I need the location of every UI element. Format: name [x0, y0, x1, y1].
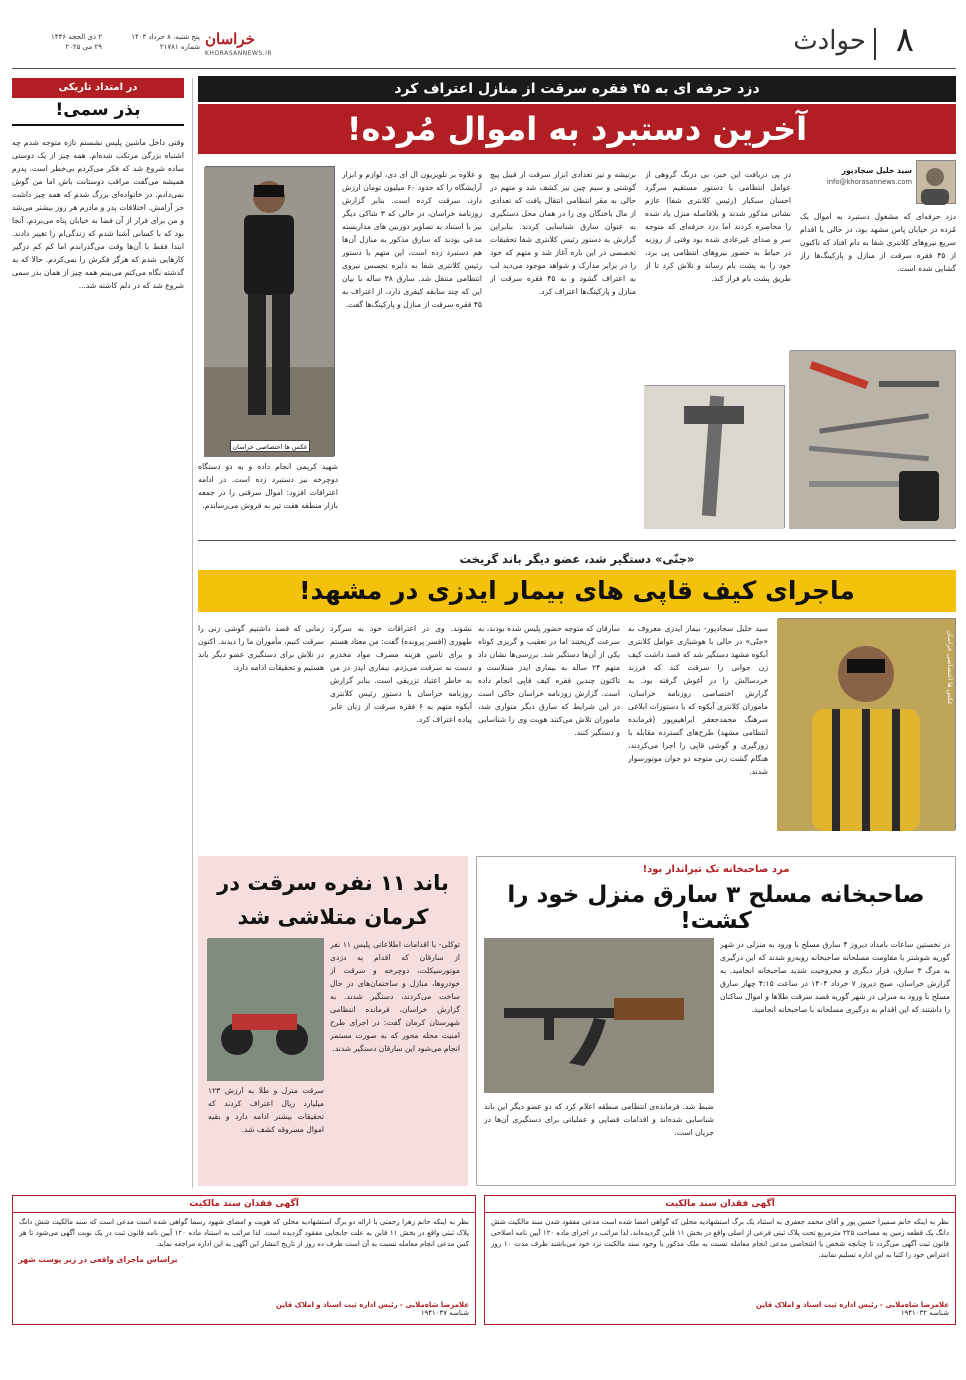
story4-column-2: سرقت منزل و طلا به ارزش ۱۲۳ میلیارد ریال اعتراف کردند که تحقیقات بیشتر ادامه دارد و بقیه اموال مسروقه کشف شد. [208, 1086, 324, 1134]
newspaper-logo-subtitle: KHORASANNEWS.IR [205, 50, 273, 57]
issue-date: پنج شنبه، ۸ خرداد ۱۴۰۴ [131, 33, 200, 41]
hijri-date: ۲ ذی الحجه ۱۴۴۶ [51, 33, 102, 41]
story1-column-5: شهید کریمی انجام داده و به دو دستگاه دوچرخه نیز دستبرد زده است. در ادامه اعترافات افزود: اموال سرقتی را در جمعه بازار منطقه هفت تیر به فروش می‌رساندم. [198, 462, 338, 510]
notice-title: آگهی فقدان سند مالکیت [13, 1196, 475, 1213]
header-rule [12, 68, 956, 69]
author-name: سید خلیل سجادپور [841, 166, 912, 175]
header-divider [874, 28, 876, 60]
story2-kicker: «جنّی» دستگیر شد، عضو دیگر باند گریخت [459, 552, 695, 566]
notice-title: آگهی فقدان سند مالکیت [485, 1196, 955, 1213]
author-email[interactable]: info@khorasannews.com [826, 178, 912, 186]
newspaper-logo[interactable]: خراسان [205, 30, 255, 48]
story1-column-3: برتیشه و تیر تعدادی ابزار سرقت از قبیل پیچ گوشتی و سیم چین نیز کشف شد و متهم در حالی به مقر انتظامی انتقال یافت که تعدادی از مال باختگان وی را در همان محل دستگیری به عنوان سارق شناسایی کردند. بنابراین گزارش به دستور رئیس کلانتری شفا تحقیقات تخصصی در این باره آغاز شد و متهم که خود را در برابر مدارک و شواهد موجود می‌دید لب به اعتراف گشود و به ۴۵ فقره سرقت از منازل و پارکینگ‌ها اعتراف کرد. [490, 170, 636, 296]
notice-signature: غلامرضا شاه‌ملایی - رئیس اداره ثبت اسناد و املاک قاین [276, 1301, 469, 1309]
motorcycles-photo [208, 938, 324, 1080]
page-number: ۸ [895, 20, 914, 60]
notice-code: شناسه ۱۹۴۱۰۴۷ [420, 1309, 469, 1317]
story1-column-1: دزد حرفه‌ای که مشغول دستبرد به اموال یک مُرده در خیابان پاس مشهد بود، در حالی با اقدام سریع نیروهای کلانتری شفا به دام افتاد که تاکنون از ۴۵ فقره سرقت از منازل و پارکینگ‌ها راز گشایی شده است. [800, 212, 956, 273]
section-title: حوادث [793, 26, 866, 56]
legal-notice-2 [12, 1195, 476, 1325]
notice-body: نظر به اینکه خانم سمیرا حسین پور و آقای محمد جعفری به استناد یک برگ استشهادیه محلی که گواهی امضا شده است مدعی مفقود شدن سند مالکیت شش دانگ یک قطعه زمین به مساحت ۲۲۵ مترمربع تحت پلاک ثبتی فرعی از اصلی واقع در بخش ۱۱ قاین گردیده‌اند، لذا مراتب در اجرای ماده ۱۲۰ آیین نامه اصلاحی قانون ثبت آگهی می‌گردد تا چنانچه شخص یا اشخاصی مدعی انجام معامله نسبت به ملک مذکور یا وجود سند مالکیت نزد خود می‌باشند ظرف مدت ۱۰ روز اعتراض خود را کتبا به این اداره تسلیم نمایند. [491, 1218, 949, 1259]
notice-signature: غلامرضا شاه‌ملایی - رئیس اداره ثبت اسناد و املاک قاین [756, 1301, 949, 1309]
story2-column-4: زمانی که قصد داشتیم گوشی زنی را سرقت کنیم، مأموران ما را دیدند. اکنون در تلاش برای دستگیری عضو دیگر باند هستیم و تحقیقات ادامه دارد. [198, 624, 324, 672]
sidebar-body: وقتی داخل ماشین پلیس نشستم تازه متوجه شدم چه اشتباه بزرگی مرتکب شده‌ام. همه چیز از یک دوستی ساده شروع شد که فکر می‌کردم بی‌خطر است. پدرم همیشه می‌گفت مراقب دوستانت باش اما من گوش نمی‌دادم. در خانواده‌ای بزرگ شدم که همه چیز داشت جز آرامش. اختلافات پدر و مادرم هر روز بیشتر می‌شد و من برای فرار از آن فضا به خیابان پناه می‌بردم. آنجا بود که با کسانی آشنا شدم که زندگی‌ام را تغییر دادند. ابتدا فقط با آن‌ها وقت می‌گذراندم اما کم کم درگیر کارهایی شدم که هرگز فکرش را نمی‌کردم. حالا که به گذشته نگاه می‌کنم می‌بینم همه چیز از همان بذر سمی شروع شد که در دلم کاشته شد... [12, 138, 184, 290]
issue-info [110, 32, 200, 52]
story2-column-1: سید خلیل سجادپور- بیمار ایدزی معروف به «جنّی» در حالی با هوشیاری عوامل کلانتری آبکوه مشهد دستگیر شد که قصد داشت کیف زن جوانی را سرقت کند که فرزند خردسالش را در آغوش گرفته بود. به گزارش اختصاصی روزنامه خراسان، ماموران کلانتری آبکوه که با دستورات ابلاغی سرهنگ محمدجعفر ابراهیم‌پور (فرمانده انتظامی مشهد) طرح‌های گسترده مقابله با زورگیری و گوشی قاپی را اجرا می‌کردند، هنگام گشت زنی متوجه دو جوان موتورسوار شدند. [628, 624, 768, 776]
legal-notice-1 [484, 1195, 956, 1325]
sidebar-footer: براساس ماجرای واقعی در زیر پوست شهر [18, 1255, 178, 1264]
gregorian-date: ۲۹ می ۲۰۲۵ [65, 43, 102, 51]
photo-caption: عکس ها اختصاصی خراسان [230, 440, 310, 452]
story2-column-2: سارقان که متوجه حضور پلیس شده بودند، به سرعت گریختند اما در تعقیب و گریزی کوتاه یکی از آن‌ها دستگیر شد. بررسی‌ها نشان داد متهم ۲۴ ساله به بیماری ایدز مبتلاست و تاکنون چندین فقره کیف قاپی انجام داده است. گزارش روزنامه خراسان حاکی است در این شرایط که سارق دیگر متواری شد، ماموران تلاش می‌کنند هویت وی را شناسایی و دستگیر کنند. [478, 624, 620, 737]
story-separator [198, 540, 956, 541]
notice-code: شناسه ۱۹۴۱۰۳۲ [900, 1309, 949, 1317]
suspect-photo-2 [778, 618, 956, 830]
tools-photo [790, 350, 956, 528]
story3-column-1: در نخستین ساعات بامداد دیروز ۴ سارق مسلح با ورود به منزلی در شهر گوریه شوشتر با مقاومت مسلحانه صاحبخانه روبه‌رو شدند که این درگیری به مرگ ۳ سارق، فرار دیگری و مجروحیت شدید صاحبخانه انجامید. به گزارش خراسان، صبح دیروز ۷ خرداد ۱۴۰۴ در ساعت ۴:۱۵ چهار سارق مسلح با ورود به منزلی در شهر گوریه قصد سرقت طلاها و اموال ساکنان را داشتند که این اقدام به درگیری مسلحانه با صاحبخانه انجامید. [720, 940, 950, 1014]
story3-column-2: ضبط شد. فرمانده‌ی انتظامی منطقه اعلام کرد که دو عضو دیگر این باند شناسایی شده‌اند و اقدامات قضایی و عملیاتی برای دستگیری آن‌ها در جریان است. [484, 1102, 714, 1137]
story4-column-1: توکلی- با اقدامات اطلاعاتی پلیس ۱۱ نفر از سارقان که اقدام به دزدی موتورسیکلت، دوچرخه و سرقت از خودروها، منازل و ساختمان‌های در حال ساخت می‌کردند، دستگیر شدند. به گزارش خراسان، فرمانده انتظامی شهرستان کرمان گفت: در اجرای طرح امنیت محله محور که به صورت مستمر انجام می‌شود این سارقان دستگیر شدند. [330, 940, 460, 1053]
story1-author [820, 160, 956, 210]
sidebar-tag: در امتداد تاریکی [12, 78, 184, 98]
story1-column-4: و علاوه بر تلویزیون ال ای دی، لوازم و ابزار آرایشگاه را که حدود ۶۰ میلیون تومان ارزش دارد، سرقت کرده است. بنابر گزارش روزنامه خراسان، در حالی که ۳ شاکی دیگر نیز با استناد به تصاویر دوربین های مداربسته مدعی بودند که سارق مذکور به منازل آن‌ها هم دستبرد زده است، این متهم با دستور رئیس کلانتری شفا به دایره تجسس نیروی انتظامی منتقل شد. سارق ۳۸ ساله با بیان این که چند سابقه کیفری دارد، از اعتراف به ۴۵ فقره سرقت از منازل و پارکینگ‌ها گفت. [342, 170, 482, 309]
issue-number: شماره ۲۱۷۸۱ [159, 43, 200, 51]
story3-headline[interactable]: صاحبخانه مسلح ۳ سارق منزل خود را کشت! [507, 882, 925, 934]
hammer-photo [645, 385, 785, 528]
story1-column-2: در پی دریافت این خبر، بی درنگ گروهی از عوامل انتظامی با دستور مستقیم سرگرد احسان سبکبار (رئیس کلانتری شفا) عازم نشانی مذکور شدند و بلافاصله منزل یاد شده را محاصره کردند اما دزد حرفه‌ای که متوجه سر و صدای غیرعادی شده بود وقتی از روزنه در حیاط به حضور نیروهای انتظامی پی برد، خود را به پشت بام رساند و تلاش کرد تا از طریق پشت بام فرار کند. [645, 170, 791, 283]
issue-alt-dates [12, 32, 102, 52]
story3-kicker: مرد صاحبخانه تک تیرانداز بود! [642, 864, 790, 875]
story2-headline[interactable]: ماجرای کیف قاپی های بیمار ایدزی در مشهد! [198, 570, 956, 612]
story2-column-3: نشوند. وی در اعترافات خود به سرگرد طهوری (افسر پرونده) گفت: من معتاد هستم و برای تامین هزینه مصرف مواد مخدرم دست به سرقت می‌زدم. بیماری ایدز در من به خاطر اعتیاد تزریقی است. بنابر گزارش روزنامه خراسان با دستور رئیس کلانتری آبکوه متهم به ۶ فقره سرقت از زنان عابر پیاده اعتراف کرد. [330, 624, 472, 724]
photo-caption: عکس ها اختصاصی خراسان [946, 630, 954, 706]
story4-headline[interactable]: باند ۱۱ نفره سرقت در کرمان متلاشی شد [217, 871, 449, 929]
column-divider [192, 78, 193, 1188]
story1-kicker: دزد حرفه ای به ۴۵ فقره سرقت از منازل اعتراف کرد [198, 76, 956, 102]
rifle-photo [484, 938, 714, 1093]
author-avatar [916, 160, 956, 204]
suspect-photo [205, 166, 335, 456]
sidebar-title: بذر سمی! [12, 100, 184, 126]
notice-body: نظر به اینکه خانم زهرا رحمتی با ارائه دو برگ استشهادیه محلی که هویت و امضای شهود رسما گواهی شده است مدعی است که سند مالکیت شش دانگ پلاک ثبتی واقع در بخش ۱۱ قاین به علت جابجایی مفقود گردیده است. لذا مراتب به استناد ماده ۱۲۰ آیین نامه قانون ثبت در یک نوبت آگهی می‌شود تا هر کس مدعی انجام معامله نسبت به آن است ظرف ده روز از تاریخ انتشار این آگهی به این اداره مراجعه نماید. [19, 1218, 470, 1248]
story1-headline[interactable]: آخرین دستبرد به اموال مُرده! [198, 104, 956, 154]
